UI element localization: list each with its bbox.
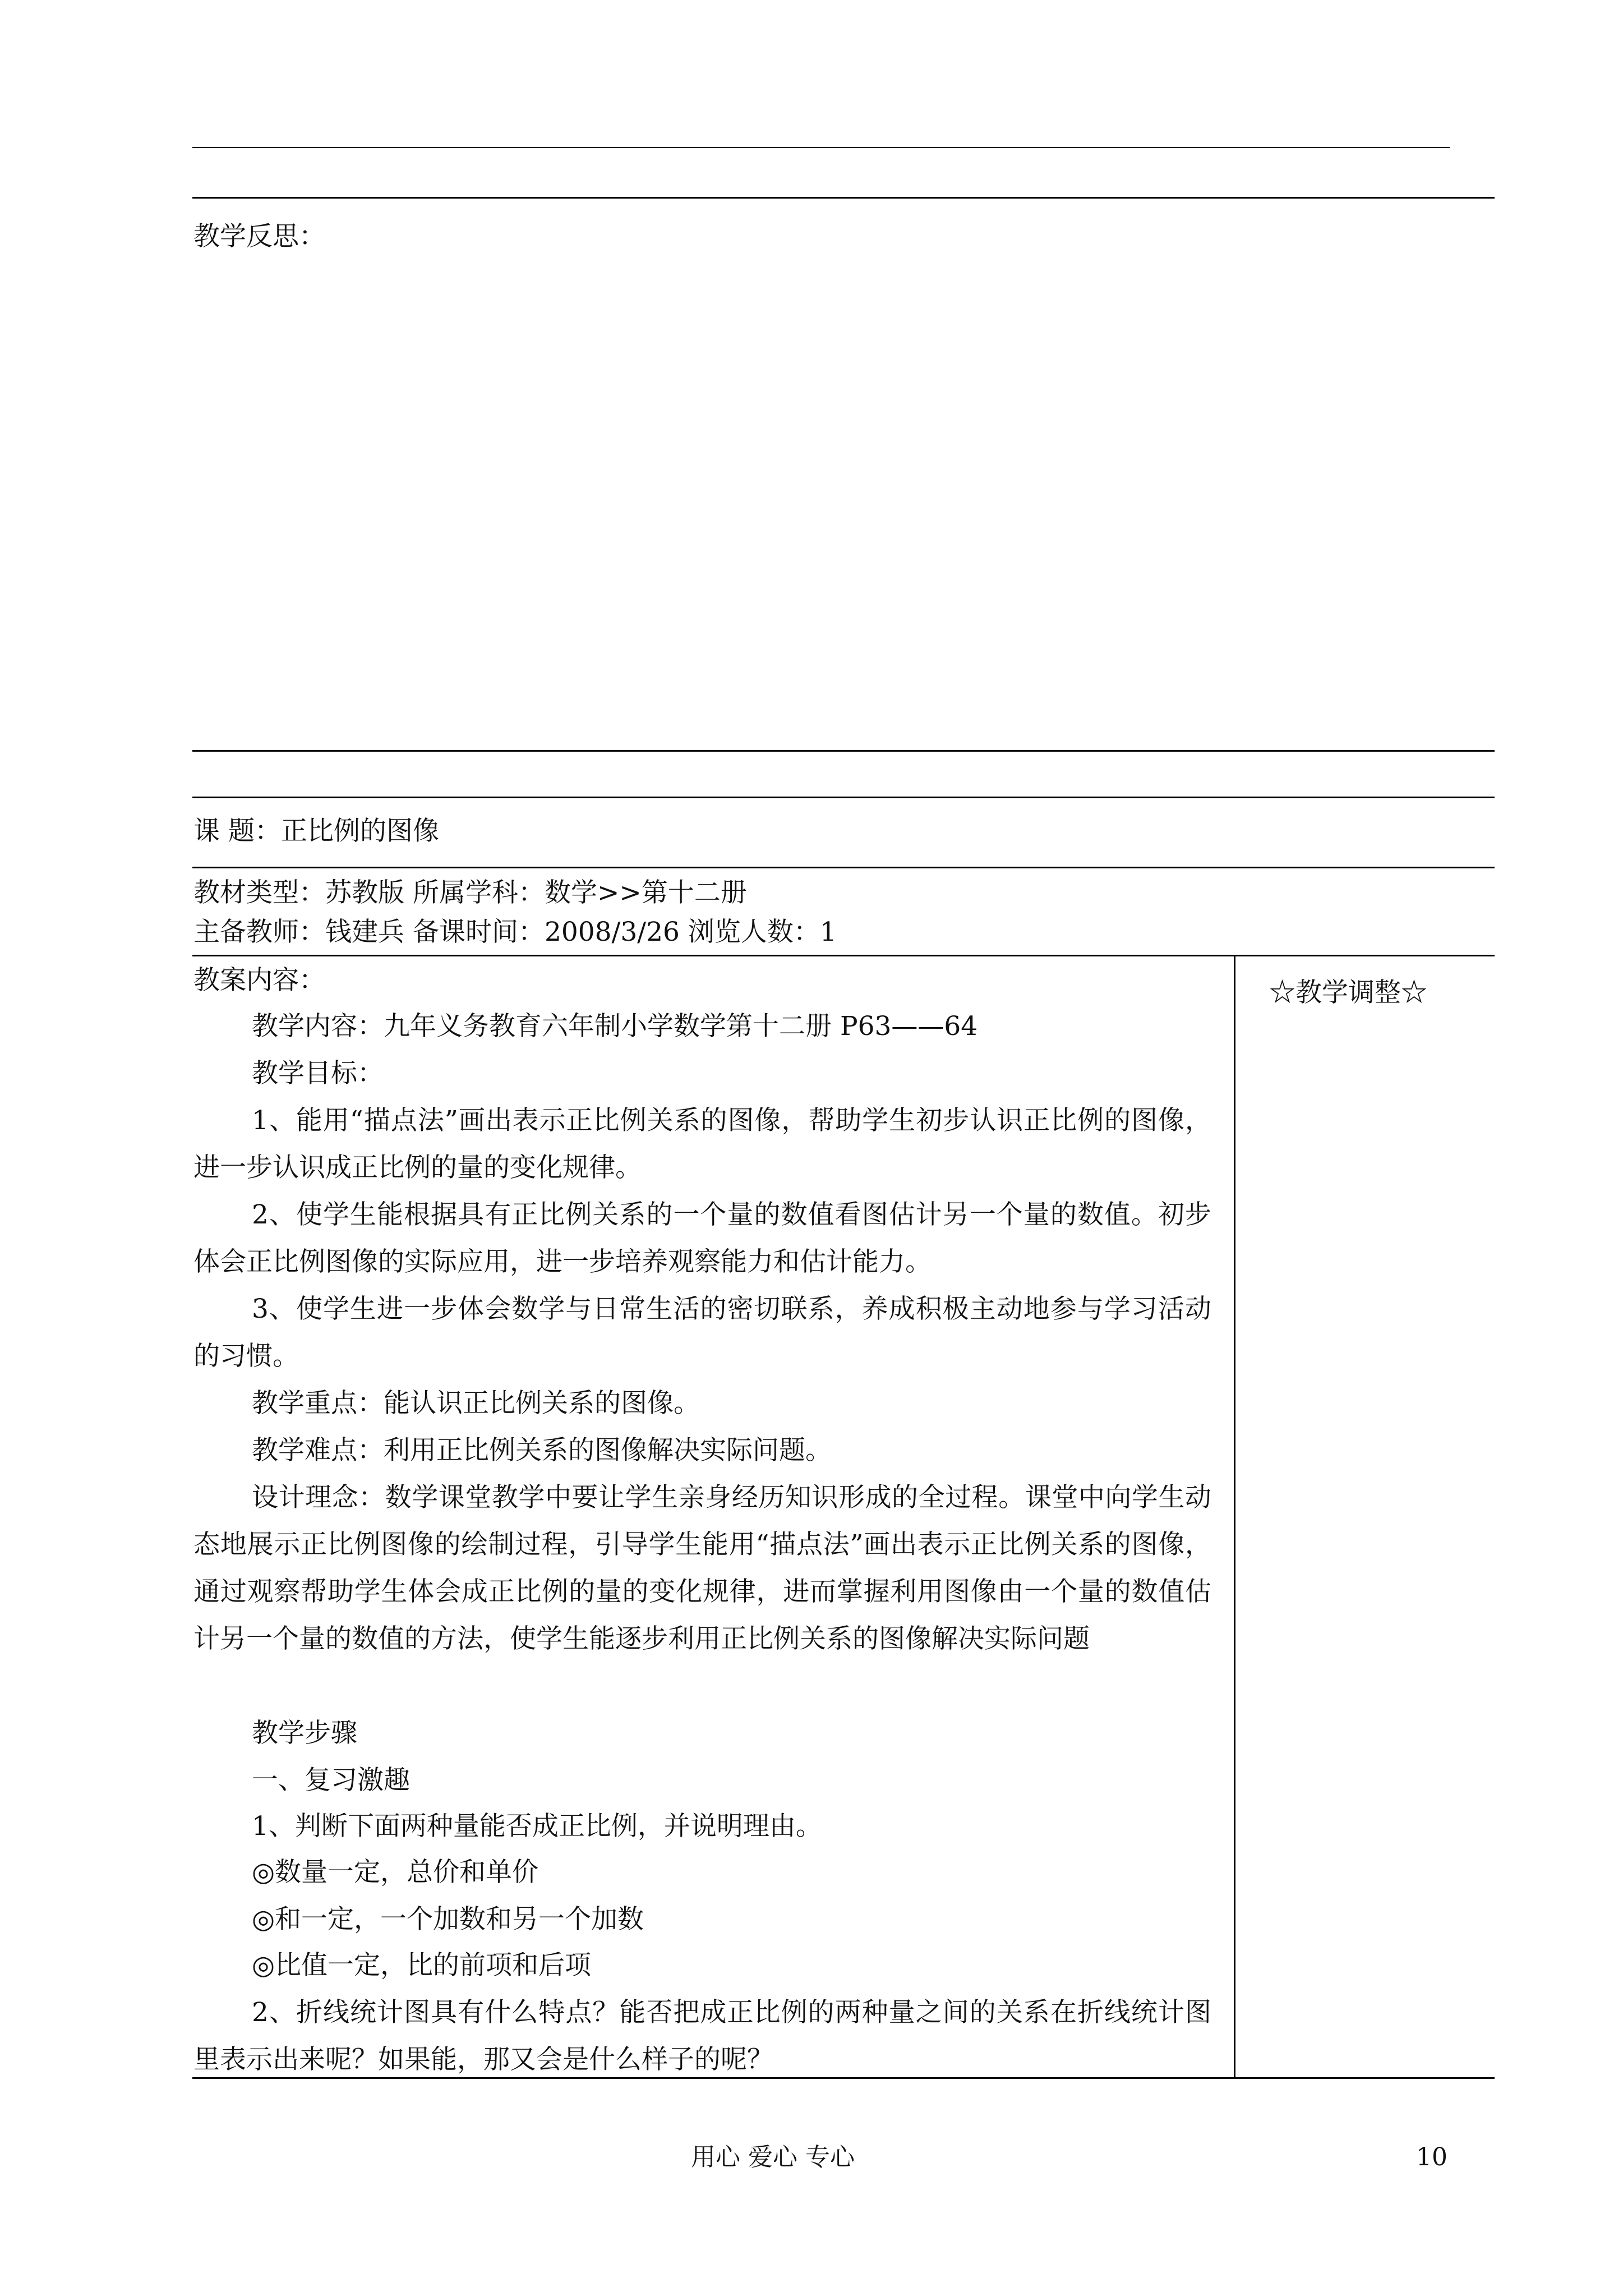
reflection-top-border [192, 197, 1495, 199]
bullet-item-2: ◎和一定，一个加数和另一个加数 [252, 1904, 644, 1935]
question-1: 1、判断下面两种量能否成正比例，并说明理由。 [252, 1811, 822, 1842]
design-concept-paragraph: 设计理念：数学课堂教学中要让学生亲身经历知识形成的全过程。课堂中向学生动态地展示正比例图像的绘制过程，引导学生能用“描点法”画出表示正比例关系的图像，通过观察帮助学生体会成正比例的量的变化规律，进而掌握利用图像由一个量的数值估计另一个量的数值的方法，使学生能逐步利用正比例关系的图像解决实际问题 [193, 1482, 1211, 1654]
content-column-divider [1234, 955, 1235, 2078]
adjustment-column-header: ☆教学调整☆ [1269, 977, 1427, 1008]
header-rule [192, 147, 1450, 148]
title-bottom-border [192, 867, 1495, 868]
content-bottom-border [192, 2077, 1495, 2079]
bullet-item-3: ◎比值一定，比的前项和后项 [252, 1950, 592, 1981]
reflection-label: 教学反思： [193, 221, 325, 252]
teaching-difficulty: 教学难点：利用正比例关系的图像解决实际问题。 [252, 1435, 832, 1466]
content-top-border [192, 955, 1495, 956]
goal-1-paragraph: 1、能用“描点法”画出表示正比例关系的图像，帮助学生初步认识正比例的图像，进一步认识成正比例的量的变化规律。 [193, 1105, 1211, 1183]
question-2-paragraph: 2、折线统计图具有什么特点？能否把成正比例的两种量之间的关系在折线统计图里表示出来呢？如果能，那又会是什么样子的呢？ [193, 1997, 1211, 2075]
footer-motto: 用心 爱心 专心 [691, 2143, 855, 2171]
goal-2-paragraph: 2、使学生能根据具有正比例关系的一个量的数值看图估计另一个量的数值。初步体会正比例图像的实际应用，进一步培养观察能力和估计能力。 [193, 1199, 1211, 1277]
goal-3-paragraph: 3、使学生进一步体会数学与日常生活的密切联系，养成积极主动地参与学习活动的习惯。 [193, 1294, 1211, 1372]
lesson-meta-line1: 教材类型：苏教版 所属学科：数学>>第十二册 [193, 877, 747, 908]
content-label: 教案内容： [193, 965, 325, 996]
teaching-content: 教学内容：九年义务教育六年制小学数学第十二册 P63——64 [252, 1011, 978, 1042]
title-top-border [192, 797, 1495, 798]
lesson-title: 课 题：正比例的图像 [193, 816, 439, 846]
lesson-meta-line2: 主备教师：钱建兵 备课时间：2008/3/26 浏览人数：1 [193, 917, 837, 947]
reflection-bottom-border [192, 750, 1495, 752]
page-number: 10 [1416, 2143, 1447, 2171]
teaching-steps-heading: 教学步骤 [252, 1718, 357, 1749]
bullet-item-1: ◎数量一定，总价和单价 [252, 1857, 539, 1888]
section-review-heading: 一、复习激趣 [252, 1765, 410, 1796]
teaching-goals-heading: 教学目标： [252, 1058, 384, 1089]
teaching-key-point: 教学重点：能认识正比例关系的图像。 [252, 1388, 700, 1419]
